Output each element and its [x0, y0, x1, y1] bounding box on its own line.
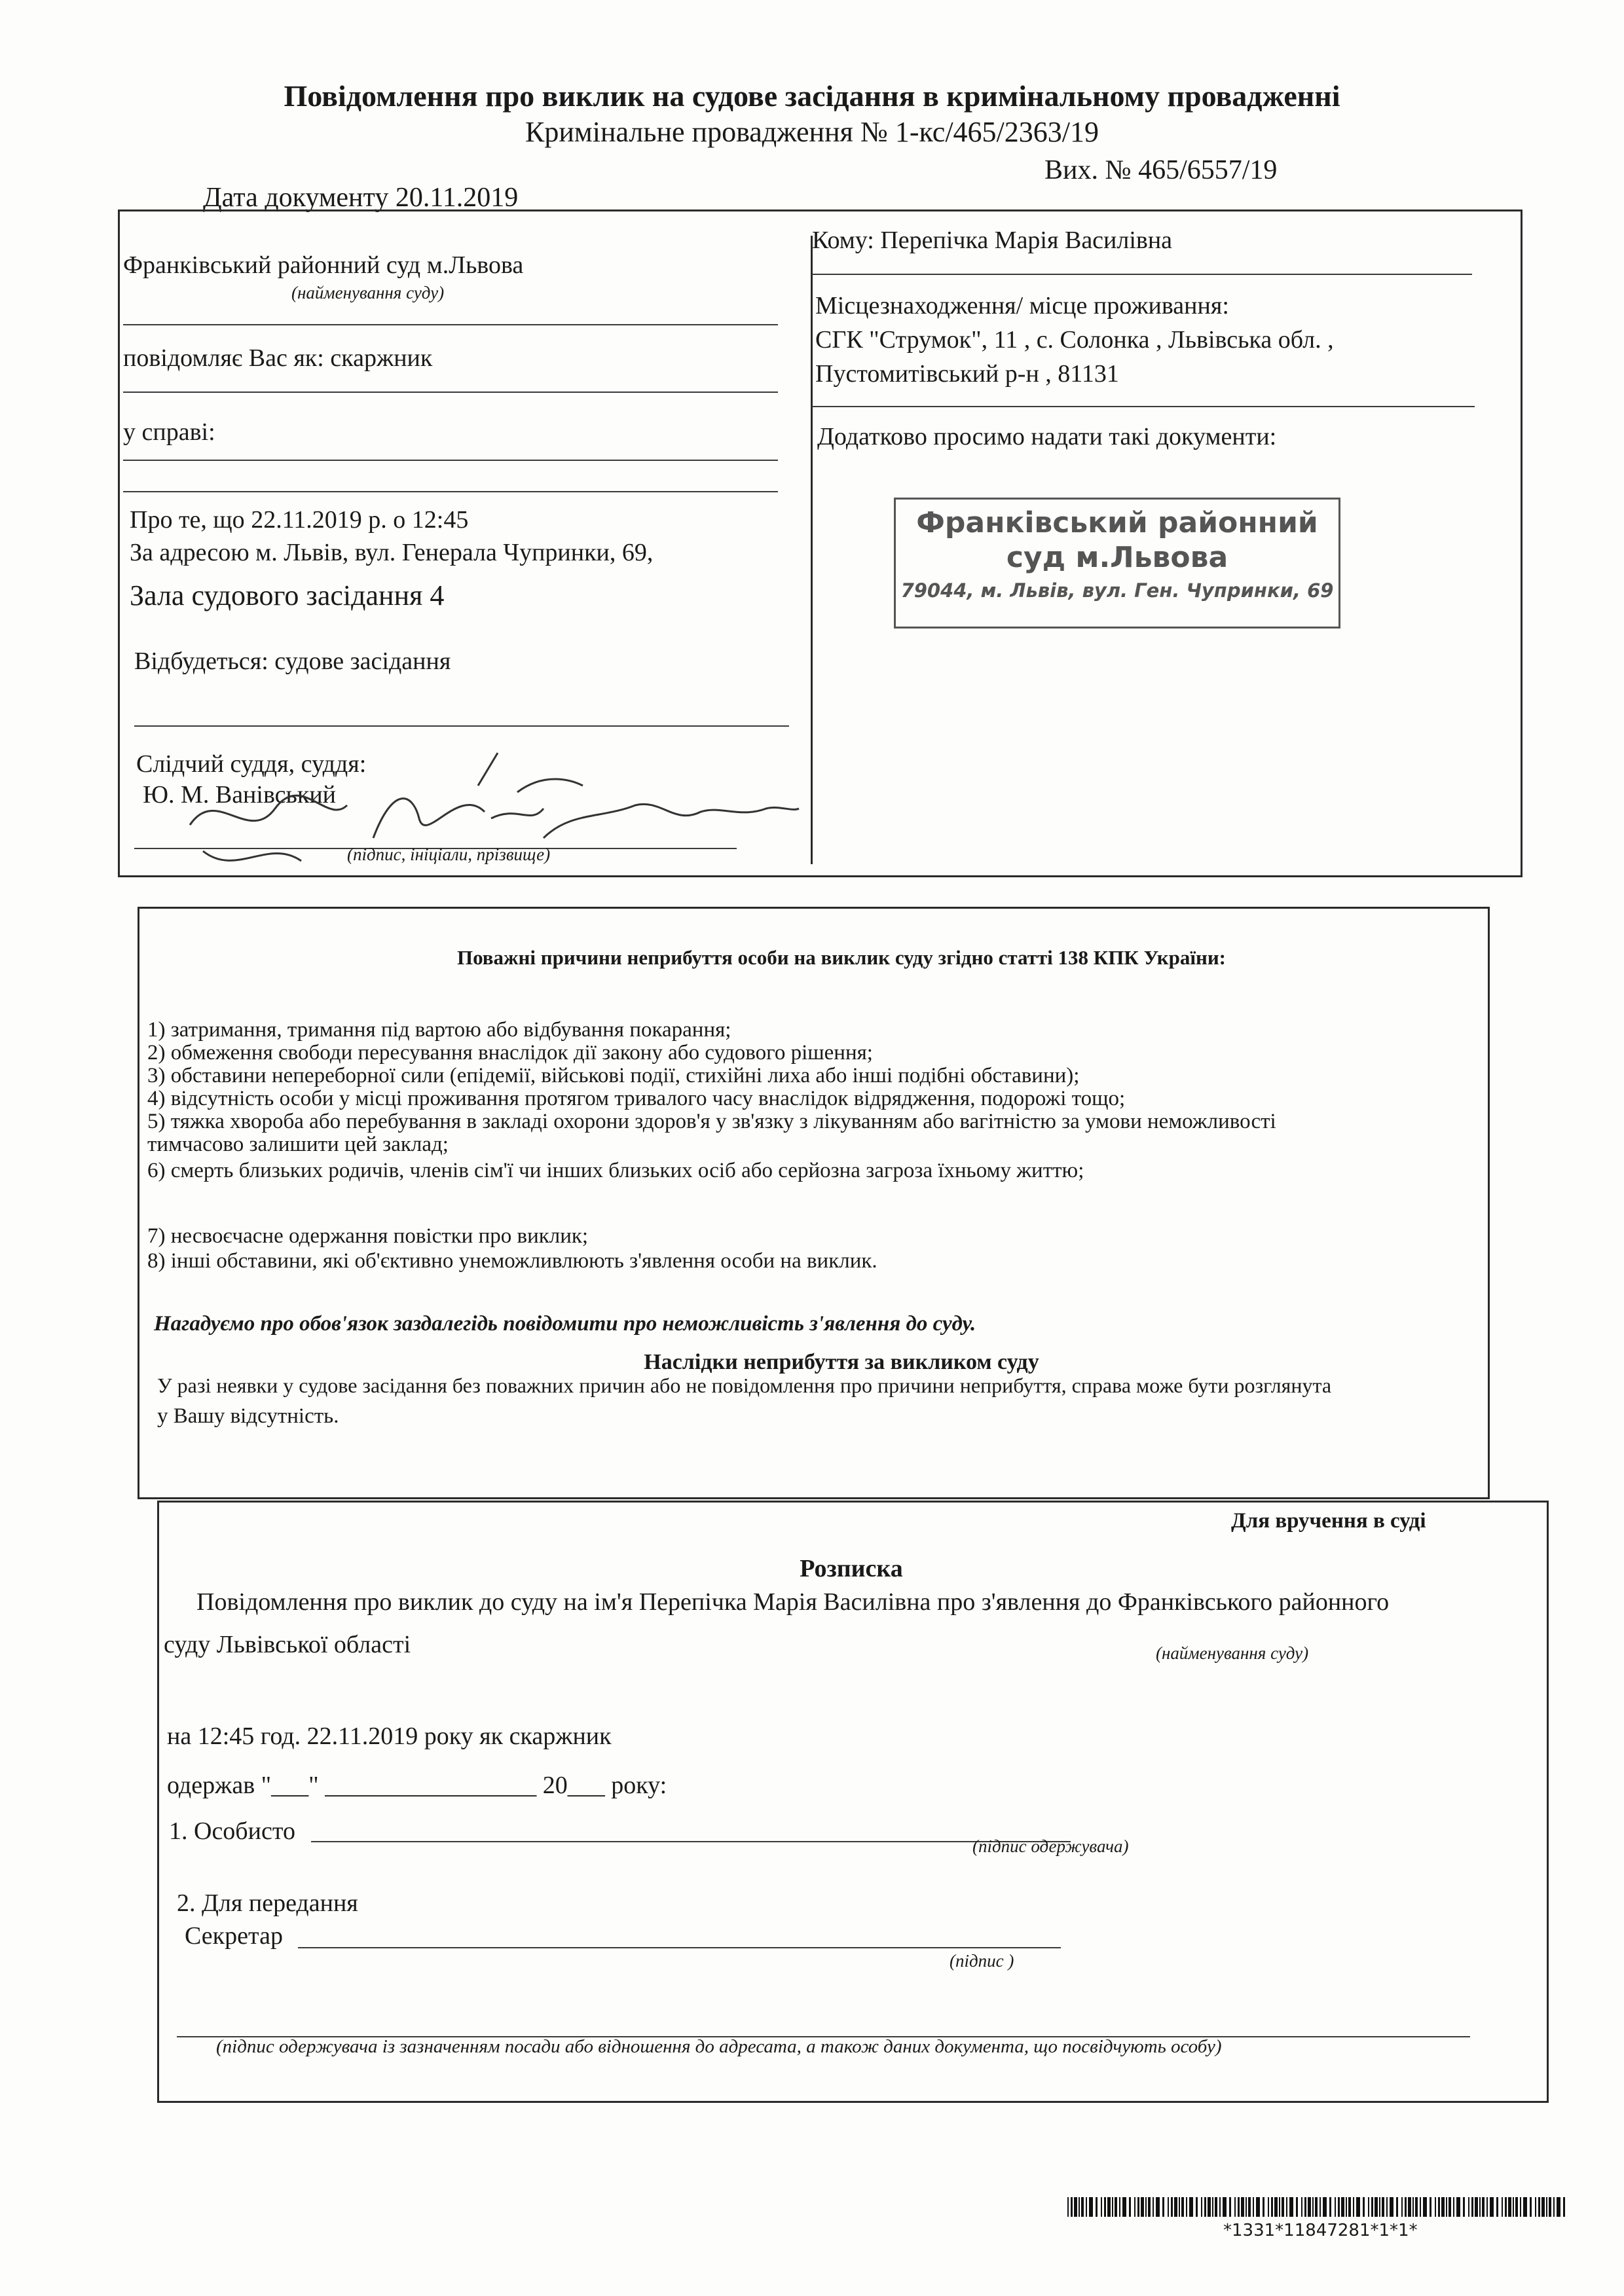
- signature-rule: [311, 1841, 1071, 1842]
- reason-item: 2) обмеження свободи пересування внаслідок дії закону або судового рішення;: [147, 1041, 873, 1065]
- receipt-received-line: одержав "___" _________________ 20___ року:: [167, 1772, 667, 1799]
- receipt-text-line-2: суду Львівської області: [164, 1631, 411, 1658]
- receipt-secretary: Секретар: [185, 1922, 283, 1950]
- case-label: у справі:: [123, 418, 215, 446]
- role-value: скаржник: [330, 344, 433, 372]
- document-date: [203, 182, 518, 213]
- recipient-signature-caption: (підпис одержувача): [972, 1836, 1129, 1856]
- court-name-caption: (найменування суду): [291, 283, 445, 302]
- address-value: м. Львів, вул. Генерала Чупринки, 69,: [255, 539, 654, 566]
- reason-item: 4) відсутність особи у місці проживання протягом тривалого часу внаслідок відрядження, подорожі тощо;: [147, 1087, 1126, 1110]
- receipt-time-line: на 12:45 год. 22.11.2019 року як скаржник: [167, 1722, 612, 1750]
- reason-item: 6) смерть близьких родичів, членів сім'ї чи інших близьких осіб або серйозна загроза їхньому життю;: [147, 1159, 1084, 1182]
- judge-label: Слідчий суддя, суддя:: [136, 750, 367, 778]
- recipient-address-line-1: СГК "Струмок", 11 , с. Солонка , Львівська обл. ,: [815, 326, 1334, 354]
- secretary-signature-caption: (підпис ): [950, 1951, 1014, 1971]
- stamp-line-1: Франківський районний: [916, 506, 1318, 539]
- receipt-footer-caption: (підпис одержувача із зазначенням посади або відношення до адресата, а також даних документа, що посвідчують особу): [216, 2036, 1222, 2057]
- rule: [123, 392, 778, 393]
- case-number-label: Кримінальне провадження №: [525, 116, 888, 148]
- outgoing-number-value: 465/6557/19: [1138, 155, 1278, 185]
- court-stamp: [894, 498, 1340, 629]
- stamp-line-3: 79044, м. Львів, вул. Ген. Чупринки, 69: [900, 579, 1334, 602]
- hearing-datetime: [130, 505, 468, 534]
- recipient-address-line-2: Пустомитівський р-н , 81131: [815, 360, 1119, 388]
- event: [134, 647, 451, 676]
- consequences-text-2: у Вашу відсутність.: [157, 1404, 339, 1428]
- hearing-datetime-value: 22.11.2019 р. о 12:45: [251, 506, 469, 534]
- rule: [134, 725, 789, 727]
- column-divider: [811, 236, 813, 864]
- outgoing-number: [1044, 155, 1277, 186]
- judge-name: Ю. М. Ванівський: [143, 781, 337, 809]
- reasons-box: [138, 907, 1490, 1499]
- document-title: Повідомлення про виклик на судове засідання в кримінальному провадженні: [284, 79, 1340, 113]
- case-number-line: [0, 115, 1624, 149]
- barcode-number: *1331*11847281*1*1*: [1223, 2221, 1418, 2240]
- recipient-name: Перепічка Марія Василівна: [880, 227, 1173, 254]
- recipient: [812, 226, 1172, 255]
- document-date-value: 20.11.2019: [395, 183, 519, 213]
- rule: [812, 406, 1475, 407]
- rule: [123, 491, 778, 492]
- for-court-delivery: Для вручення в суді: [1231, 1509, 1426, 1533]
- signature-rule: [298, 1947, 1061, 1948]
- rule: [123, 460, 778, 461]
- case-number: 1-кс/465/2363/19: [895, 116, 1099, 148]
- event-value: судове засідання: [274, 647, 451, 675]
- barcode: [1067, 2197, 1572, 2217]
- to-label: Кому:: [812, 227, 874, 254]
- court-name: Франківський районний суд м.Львова: [123, 251, 524, 279]
- address-label: За адресою: [130, 539, 249, 566]
- location-label: Місцезнаходження/ місце проживання:: [815, 292, 1229, 319]
- reason-item: 8) інші обставини, які об'єктивно унеможливлюють з'явлення особи на виклик.: [147, 1249, 877, 1273]
- courtroom: Зала судового засідання 4: [130, 579, 445, 611]
- reminder-text: Нагадуємо про обов'язок заздалегідь повідомити про неможливість з'явлення до суду.: [154, 1312, 976, 1336]
- receipt-for-transfer: 2. Для передання: [177, 1889, 358, 1917]
- receipt-heading: Розписка: [800, 1555, 903, 1582]
- consequences-text-1: У разі неявки у судове засідання без поважних причин або не повідомлення про причини неприбуття, справа може бути розглянута: [157, 1374, 1332, 1397]
- hearing-address: [130, 538, 653, 567]
- consequences-heading: Наслідки неприбуття за викликом суду: [644, 1350, 1039, 1374]
- about-label: Про те, що: [130, 506, 245, 534]
- stamp-line-2: суд м.Львова: [1006, 541, 1228, 574]
- reason-item: 7) несвоєчасне одержання повістки про виклик;: [147, 1224, 589, 1248]
- judge-signature-caption: (підпис, ініціали, прізвище): [347, 845, 551, 864]
- receipt-text-line-1: Повідомлення про виклик до суду на ім'я Перепічка Марія Василівна про з'явлення до Франківського районного: [196, 1588, 1390, 1616]
- reason-item: тимчасово залишити цей заклад;: [147, 1133, 449, 1156]
- notifies-label: повідомляє Вас як:: [123, 344, 324, 372]
- documents-request-label: Додатково просимо надати такі документи:: [817, 423, 1277, 450]
- document-date-label: Дата документу: [203, 183, 389, 213]
- rule: [812, 274, 1472, 275]
- handwritten-signature: [177, 746, 805, 877]
- receipt-court-caption: (найменування суду): [1156, 1643, 1309, 1663]
- outgoing-number-label: Вих. №: [1044, 155, 1132, 185]
- notifies-as: [123, 344, 432, 373]
- reason-item: 1) затримання, тримання під вартою або відбування покарання;: [147, 1018, 731, 1042]
- reason-item: 3) обставини непереборної сили (епідемії, військові події, стихійні лиха або інші подібні обставини);: [147, 1064, 1080, 1087]
- reason-item: 5) тяжка хвороба або перебування в закладі охорони здоров'я у зв'язку з лікуванням або вагітністю за умови неможливості: [147, 1110, 1276, 1133]
- event-label: Відбудеться:: [134, 647, 268, 675]
- rule: [123, 324, 778, 325]
- reasons-heading: Поважні причини неприбуття особи на виклик суду згідно статті 138 КПК України:: [456, 946, 1227, 969]
- receipt-personally: 1. Особисто: [169, 1817, 295, 1845]
